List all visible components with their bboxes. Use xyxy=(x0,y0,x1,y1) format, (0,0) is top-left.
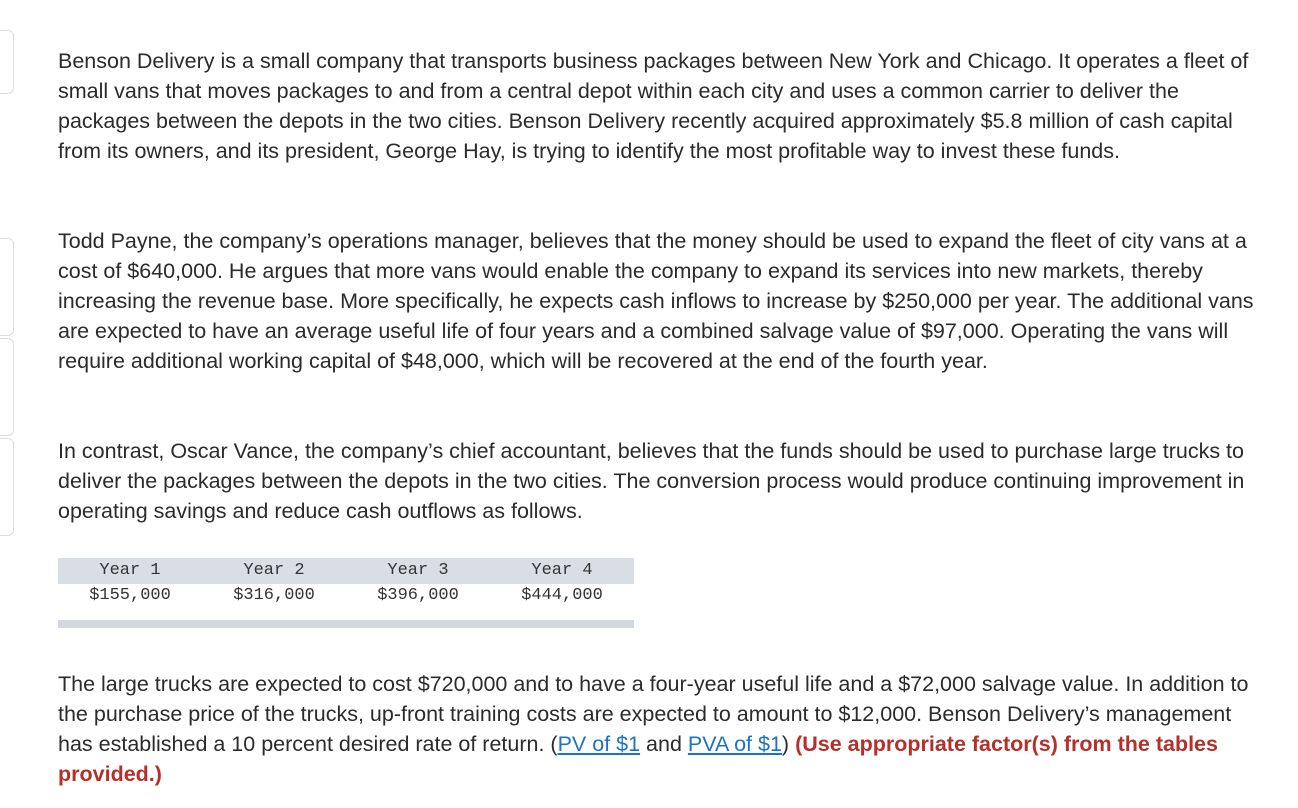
savings-table xyxy=(58,558,634,628)
value-year-3: $396,000 xyxy=(377,586,459,605)
trucks-paragraph xyxy=(58,669,1263,789)
payne-paragraph: Todd Payne, the company’s operations manager, believes that the money should be used to expand the fleet of city vans at a cost of $640,000. He argues that more vans would enable the company to expand its services into new markets, thereby increasing the revenue base. More specifically, he expects cash inflows to increase by $250,000 per year. The additional vans are expected to have an average useful life of four years and a combined salvage value of $97,000. Operating the vans will require additional working capital of $48,000, which will be recovered at the end of the fourth year. xyxy=(58,229,1254,373)
savings-table-value-row xyxy=(58,584,634,616)
header-year-1: Year 1 xyxy=(99,561,161,580)
value-year-1: $155,000 xyxy=(89,586,171,605)
pv-of-1-link[interactable]: PV of $1 xyxy=(557,732,641,756)
edge-tab xyxy=(0,338,14,436)
intro-paragraph: Benson Delivery is a small company that transports business packages between New York and Chicago. It operates a fleet of small vans that moves packages to and from a central depot within each city and uses a common carrier to deliver the packages between the depots in the two cities. Benson Delivery recently acquired approximately $5.8 million of cash capital from its owners, and its president, George Hay, is trying to identify the most profitable way to invest these funds. xyxy=(58,49,1249,163)
instruction-note: (Use appropriate factor(s) from the tables provided.) xyxy=(58,732,1218,786)
value-year-4: $444,000 xyxy=(521,586,603,605)
and-text: and xyxy=(640,732,688,756)
value-year-2: $316,000 xyxy=(233,586,315,605)
savings-table-header-row xyxy=(58,558,634,584)
vance-paragraph: In contrast, Oscar Vance, the company’s chief accountant, believes that the funds should be used to purchase large trucks to deliver the packages between the depots in the two cities. The conversion process would produce continuing improvement in operating savings and reduce cash outflows as follows. xyxy=(58,439,1245,523)
edge-tab xyxy=(0,438,14,536)
pva-of-1-link[interactable]: PVA of $1 xyxy=(687,732,782,756)
header-year-3: Year 3 xyxy=(387,561,449,580)
trucks-text: The large trucks are expected to cost $720,000 and to have a four-year useful life and a $72,000 salvage value. In addition to the purchase price of the trucks, up-front training costs are expected to amount to $12,000. Benson Delivery’s management has established a 10 percent desired rate of return. ( xyxy=(58,672,1249,756)
close-paren-text: ) xyxy=(781,732,796,756)
header-year-2: Year 2 xyxy=(243,561,305,580)
table-bottom-bar xyxy=(58,620,634,628)
edge-tab xyxy=(0,30,14,94)
edge-tab xyxy=(0,238,14,336)
header-year-4: Year 4 xyxy=(531,561,593,580)
